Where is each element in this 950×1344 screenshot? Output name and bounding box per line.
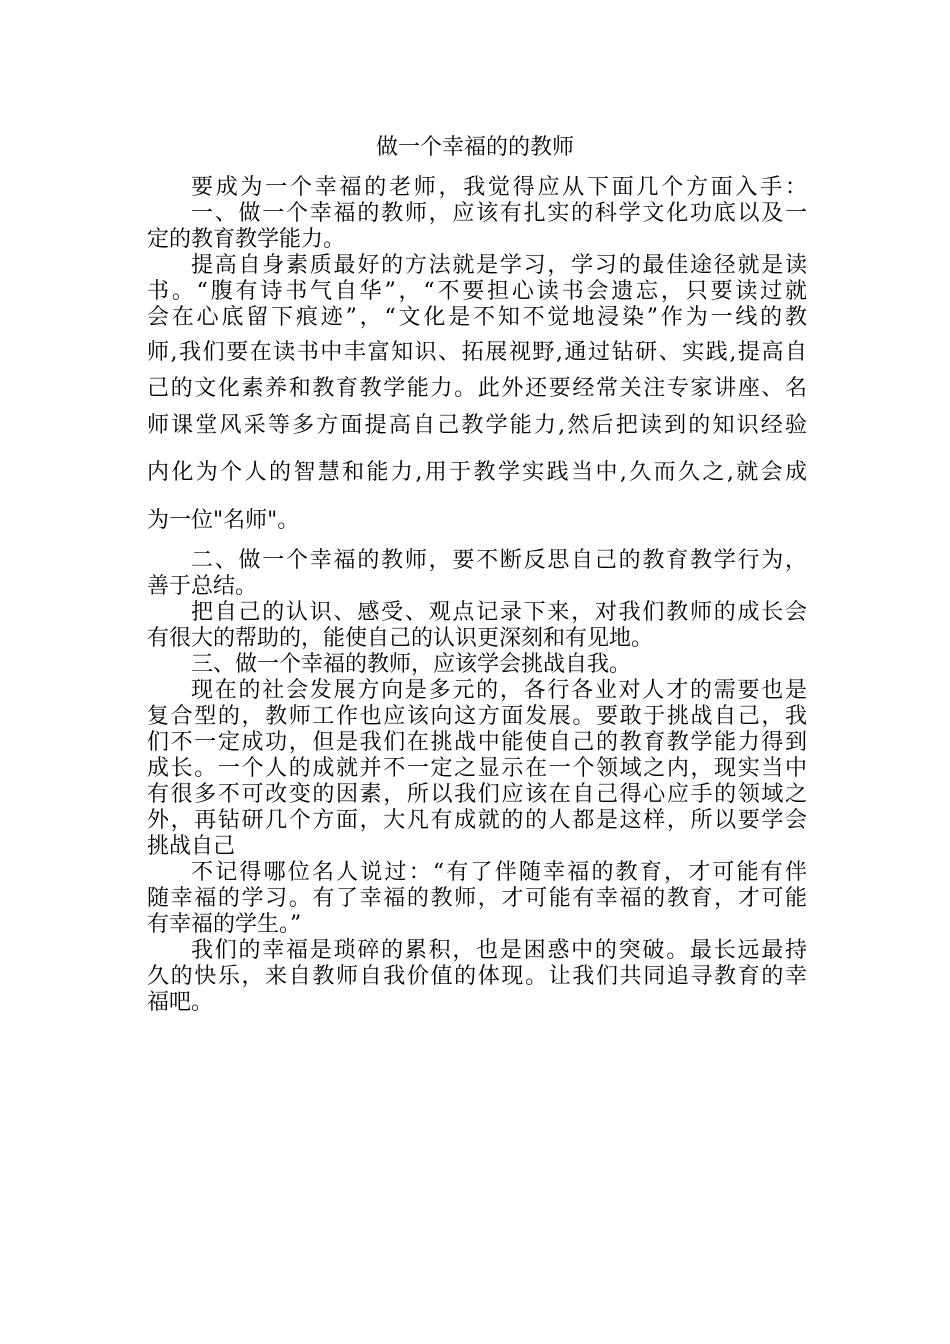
- text-line: 久的快乐，来自教师自我价值的体现。让我们共同追寻教育的幸: [147, 964, 807, 989]
- text-line: 三、做一个幸福的教师，应该学会挑战自我。: [191, 652, 632, 677]
- text-line: 内化为个人的智慧和能力,用于教学实践当中,久而久之,就会成: [147, 460, 807, 485]
- text-line: 师,我们要在读书中丰富知识、拓展视野,通过钻研、实践,提高自: [147, 340, 807, 365]
- text-line: 福吧。: [147, 990, 214, 1015]
- text-line: 成长。一个人的成就并不一定之显示在一个领域之内，现实当中: [147, 756, 807, 781]
- text-line: 定的教育教学能力。: [147, 227, 346, 252]
- text-line: 善于总结。: [147, 574, 258, 599]
- text-line: 现在的社会发展方向是多元的，各行各业对人才的需要也是: [191, 678, 807, 703]
- text-line: 我们的幸福是琐碎的累积，也是困惑中的突破。最长远最持: [191, 938, 807, 963]
- text-line: 有很大的帮助的，能使自己的认识更深刻和有见地。: [147, 626, 654, 651]
- text-line: 不记得哪位名人说过：“有了伴随幸福的教育，才可能有伴: [191, 860, 807, 885]
- text-line: 有幸福的学生。”: [147, 912, 302, 937]
- text-line: 二、做一个幸福的教师，要不断反思自己的教育教学行为，: [191, 548, 807, 573]
- text-line: 复合型的，教师工作也应该向这方面发展。要敢于挑战自己，我: [147, 704, 807, 729]
- text-line: 外，再钻研几个方面，大凡有成就的的人都是这样，所以要学会: [147, 808, 807, 833]
- text-line: 一、做一个幸福的教师，应该有扎实的科学文化功底以及一: [191, 201, 807, 226]
- text-line: 会在心底留下痕迹”，“文化是不知不觉地浸染”作为一线的教: [147, 305, 807, 330]
- text-line: 己的文化素养和教育教学能力。此外还要经常关注专家讲座、名: [147, 376, 807, 401]
- text-line: 为一位"名师"。: [147, 508, 300, 533]
- text-line: 有很多不可改变的因素，所以我们应该在自己得心应手的领域之: [147, 782, 807, 807]
- text-line: 们不一定成功，但是我们在挑战中能使自己的教育教学能力得到: [147, 730, 807, 755]
- text-line: 师课堂风采等多方面提高自己教学能力,然后把读到的知识经验: [147, 413, 807, 438]
- text-line: 书。“腹有诗书气自华”，“不要担心读书会遗忘，只要读过就: [147, 279, 807, 304]
- text-line: 提高自身素质最好的方法就是学习，学习的最佳途径就是读: [191, 253, 807, 278]
- text-line: 把自己的认识、感受、观点记录下来，对我们教师的成长会: [191, 600, 807, 625]
- document-title: 做一个幸福的的教师: [375, 135, 574, 160]
- text-line: 要成为一个幸福的老师，我觉得应从下面几个方面入手：: [191, 175, 807, 200]
- text-line: 挑战自己: [147, 834, 236, 859]
- text-line: 随幸福的学习。有了幸福的教师，才可能有幸福的教育，才可能: [147, 886, 807, 911]
